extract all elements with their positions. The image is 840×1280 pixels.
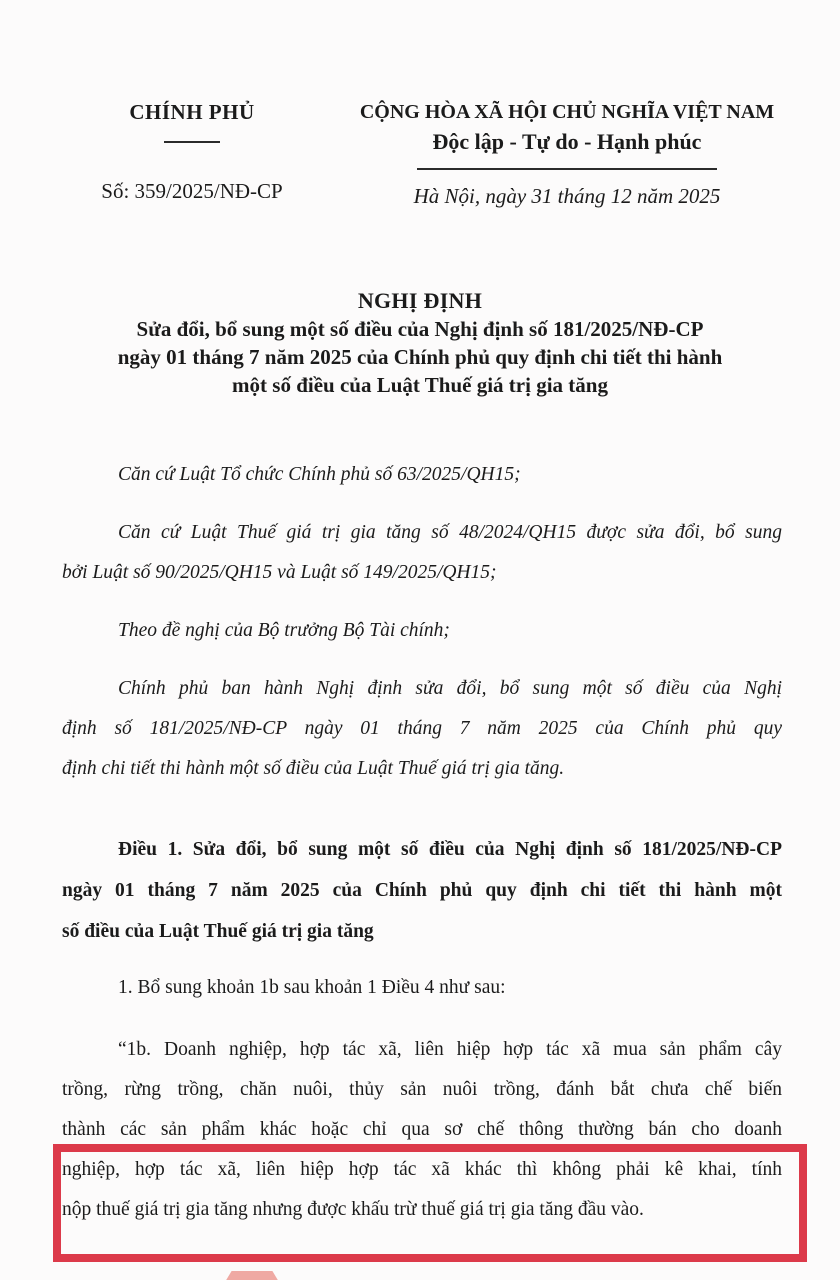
national-motto: Độc lập - Tự do - Hạnh phúc [432,129,702,154]
preamble-text-line: Căn cứ Luật Thuế giá trị gia tăng số 48/2024/QH15 được sửa đổi, bổ sung [118,522,782,543]
document-body [62,455,782,1230]
article-heading-line: Điều 1. Sửa đổi, bổ sung một số điều của Nghị định số 181/2025/NĐ-CP [118,839,782,860]
quoted-text-line: thành các sản phẩm khác hoặc chỉ qua sơ chế thông thường bán cho doanh [62,1119,782,1140]
quoted-text-line: trồng, rừng trồng, chăn nuôi, thủy sản nuôi trồng, đánh bắt chưa chế biến [62,1079,782,1100]
article-heading-line: ngày 01 tháng 7 năm 2025 của Chính phủ quy định chi tiết thi hành một [62,880,782,901]
quoted-text-line: “1b. Doanh nghiệp, hợp tác xã, liên hiệp hợp tác xã mua sản phẩm cây [118,1039,782,1060]
quoted-text-line: nghiệp, hợp tác xã, liên hiệp hợp tác xã khác thì không phải kê khai, tính [62,1159,782,1180]
preamble-paragraph [62,669,782,789]
header-national-block [332,100,802,209]
preamble-text-line: Căn cứ Luật Tổ chức Chính phủ số 63/2025/QH15; [118,464,521,485]
document-header [0,0,840,209]
document-subtitle-line: ngày 01 tháng 7 năm 2025 của Chính phủ quy định chi tiết thi hành [117,345,723,369]
motto-underline [417,168,717,170]
document-type-heading: NGHỊ ĐỊNH [357,288,483,313]
quoted-text-line: nộp thuế giá trị gia tăng nhưng được khấu trừ thuế giá trị gia tăng đầu vào. [62,1199,644,1220]
header-issuer-block [52,100,332,209]
preamble-paragraph [62,611,782,651]
preamble-paragraph [62,513,782,593]
preamble-paragraph [62,455,782,495]
article-heading-line: số điều của Luật Thuế giá trị gia tăng [62,921,374,942]
issuer-underline [164,141,220,143]
clause-1 [62,968,782,1008]
quoted-provision-1b [62,1030,782,1230]
issuing-authority: CHÍNH PHỦ [129,100,255,124]
national-title: CỘNG HÒA XÃ HỘI CHỦ NGHĨA VIỆT NAM [359,101,775,123]
preamble-text-line: Chính phủ ban hành Nghị định sửa đổi, bổ sung một số điều của Nghị [118,678,782,699]
clause-text-line: 1. Bổ sung khoản 1b sau khoản 1 Điều 4 như sau: [118,977,506,998]
article-1-heading [62,829,782,952]
reaction-icon-partial [222,1271,282,1280]
preamble-section [62,455,782,789]
preamble-text-line: định chi tiết thi hành một số điều của Luật Thuế giá trị gia tăng. [62,758,565,779]
document-subtitle-line: một số điều của Luật Thuế giá trị gia tăng [232,373,608,397]
preamble-text-line: Theo đề nghị của Bộ trưởng Bộ Tài chính; [118,620,450,641]
document-subtitle-line: Sửa đổi, bổ sung một số điều của Nghị định số 181/2025/NĐ-CP [136,317,704,341]
document-number: Số: 359/2025/NĐ-CP [101,179,283,203]
place-date-line: Hà Nội, ngày 31 tháng 12 năm 2025 [413,184,721,208]
preamble-text-line: bởi Luật số 90/2025/QH15 và Luật số 149/2025/QH15; [62,562,497,583]
document-title-block [0,287,840,399]
preamble-text-line: định số 181/2025/NĐ-CP ngày 01 tháng 7 năm 2025 của Chính phủ quy [62,718,782,739]
